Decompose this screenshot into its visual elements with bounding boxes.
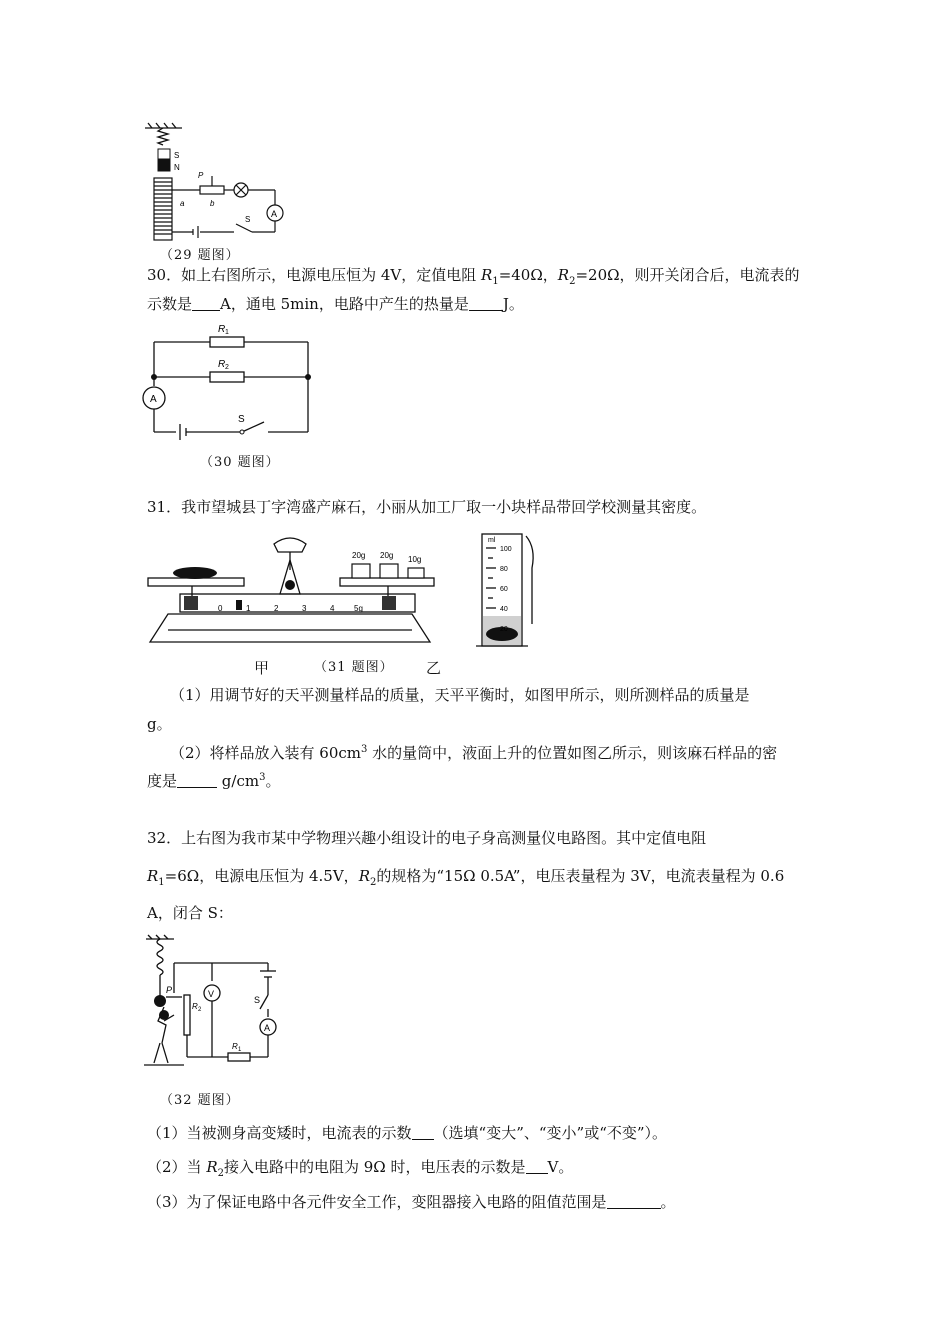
q30-r1-sub: 1 xyxy=(225,329,229,336)
q32-blank-voltage[interactable] xyxy=(526,1158,548,1174)
q32-sub1-text-a: （1）当被测身高变矮时，电流表的示数 xyxy=(147,1124,412,1142)
q30-text-e: A，通电 5min，电路中产生的热量是 xyxy=(220,295,469,313)
r1-symbol: R xyxy=(481,266,493,284)
s-pole-label: S xyxy=(174,151,180,160)
r2-subscript: 2 xyxy=(569,276,576,287)
q30-text-c: =20Ω，则开关闭合后，电流表的 xyxy=(575,266,800,284)
q31-part1-line1: （1）用调节好的天平测量样品的质量，天平平衡时，如图甲所示，则所测样品的质量是 xyxy=(170,686,750,704)
terminal-a-label: a xyxy=(180,199,185,208)
q32-sub3-text-a: （3）为了保证电路中各元件安全工作，变阻器接入电路的阻值范围是 xyxy=(147,1193,607,1211)
q32-text-a: =6Ω，电源电压恒为 4.5V， xyxy=(164,867,359,885)
slider-p-label: P xyxy=(198,171,204,180)
q31-measuring-cylinder xyxy=(466,528,546,653)
q31-label-yi: 乙 xyxy=(426,659,442,677)
q31-part2-text-a: （2）将样品放入装有 60cm xyxy=(170,744,362,762)
q32-blank-range[interactable] xyxy=(607,1193,661,1209)
q30-text-b: =40Ω， xyxy=(498,266,558,284)
cylinder-tick-20: 20 xyxy=(500,626,508,633)
q32-r2-label: R xyxy=(192,1002,198,1011)
terminal-b-label: b xyxy=(210,199,215,208)
q30-text-d: 示数是 xyxy=(147,295,193,313)
q30-r2-sub: 2 xyxy=(225,364,229,371)
q32-sub1-text-b: （选填“变大”、“变小”或“不变”）。 xyxy=(433,1124,668,1142)
q32-r1-sub: 1 xyxy=(158,877,165,888)
q32-r1-label: R xyxy=(232,1042,238,1051)
q32-sub2-r2-symbol: R xyxy=(206,1158,218,1176)
q31-part2-text-c: 度是 xyxy=(147,772,178,790)
q32-line-2 xyxy=(147,866,784,886)
cylinder-tick-40: 40 xyxy=(500,606,508,613)
q31-stem: 31．我市望城县丁字湾盛产麻石，小丽从加工厂取一小块样品带回学校测量其密度。 xyxy=(147,498,707,516)
q31-part2-text-d: g/cm xyxy=(217,772,260,790)
q31-part2-text-e: 。 xyxy=(265,772,281,790)
q29-circuit-diagram xyxy=(140,120,300,245)
q32-line-3: A，闭合 S： xyxy=(147,904,233,922)
scale-tick-5: 5g xyxy=(354,604,363,613)
q32-voltmeter-label: V xyxy=(208,989,215,999)
q31-blank-density[interactable] xyxy=(177,772,217,788)
q32-r1-label-sub: 1 xyxy=(238,1047,242,1053)
q32-switch-label: S xyxy=(254,995,261,1005)
scale-tick-0: 0 xyxy=(218,604,223,613)
q32-sub2-text-c: V。 xyxy=(547,1158,574,1176)
q30-r1-label: R xyxy=(218,324,226,335)
r2-symbol: R xyxy=(557,266,570,284)
q30-line-2 xyxy=(147,294,524,314)
q31-part2-line1 xyxy=(170,743,777,763)
q32-sub2 xyxy=(147,1157,573,1177)
q32-r2-sub: 2 xyxy=(369,877,377,888)
cylinder-tick-60: 60 xyxy=(500,586,508,593)
scale-tick-4: 4 xyxy=(330,604,335,613)
scale-tick-1: 1 xyxy=(246,604,251,613)
weight-20g-a: 20g xyxy=(352,551,366,560)
q30-circuit-diagram xyxy=(140,320,320,440)
q32-sub2-r2-sub: 2 xyxy=(217,1168,224,1179)
q29-caption: （29 题图） xyxy=(160,248,240,263)
q30-blank-heat[interactable] xyxy=(469,295,503,311)
density-unit-superscript: 3 xyxy=(259,772,266,783)
q32-circuit-diagram xyxy=(140,935,280,1075)
q31-part2-text-b: 水的量筒中，液面上升的位置如图乙所示，则该麻石样品的密 xyxy=(367,744,778,762)
q32-slider-p: P xyxy=(166,985,173,995)
q31-label-jia: 甲 xyxy=(254,659,270,677)
q32-caption: （32 题图） xyxy=(160,1093,240,1108)
cylinder-tick-100: 100 xyxy=(500,546,512,553)
switch-s-label: S xyxy=(245,215,251,224)
q31-part2-line2 xyxy=(147,771,280,791)
q32-blank-current-change[interactable] xyxy=(412,1124,434,1140)
q30-blank-current[interactable] xyxy=(192,295,220,311)
q30-switch-label: S xyxy=(238,414,245,425)
weight-20g-b: 20g xyxy=(380,551,394,560)
q30-text-f: J。 xyxy=(502,295,524,313)
q30-r2-label: R xyxy=(218,359,226,370)
q32-text-b: 的规格为“15Ω 0.5A”，电压表量程为 3V，电流表量程为 0.6 xyxy=(376,867,785,885)
q32-r2-symbol: R xyxy=(358,867,370,885)
q30-caption: （30 题图） xyxy=(200,455,280,470)
q32-line-1: 32．上右图为我市某中学物理兴趣小组设计的电子身高测量仪电路图。其中定值电阻 xyxy=(147,829,707,847)
cylinder-tick-80: 80 xyxy=(500,566,508,573)
scale-tick-3: 3 xyxy=(302,604,307,613)
q32-sub3 xyxy=(147,1192,676,1212)
ammeter-label: A xyxy=(271,209,278,219)
q30-line-1 xyxy=(147,265,800,285)
q32-sub1 xyxy=(147,1123,667,1143)
q30-text-a: 30．如上右图所示，电源电压恒为 4V，定值电阻 xyxy=(147,266,482,284)
q31-caption: （31 题图） xyxy=(314,660,394,675)
q32-sub2-text-a: （2）当 xyxy=(147,1158,207,1176)
cylinder-unit: ml xyxy=(488,537,496,544)
weight-10g: 10g xyxy=(408,555,422,564)
q30-ammeter-label: A xyxy=(150,394,157,405)
scale-tick-2: 2 xyxy=(274,604,279,613)
q31-part1-line2: g。 xyxy=(147,715,172,733)
n-pole-label: N xyxy=(174,163,180,172)
q32-r2-label-sub: 2 xyxy=(198,1007,202,1013)
q32-sub3-text-b: 。 xyxy=(660,1193,676,1211)
cm3-superscript: 3 xyxy=(361,744,368,755)
q32-r1-symbol: R xyxy=(147,867,159,885)
q32-sub2-text-b: 接入电路中的电阻为 9Ω 时，电压表的示数是 xyxy=(223,1158,526,1176)
r1-subscript: 1 xyxy=(492,276,499,287)
q32-ammeter-label: A xyxy=(264,1023,271,1033)
q31-balance-figure xyxy=(140,530,440,655)
